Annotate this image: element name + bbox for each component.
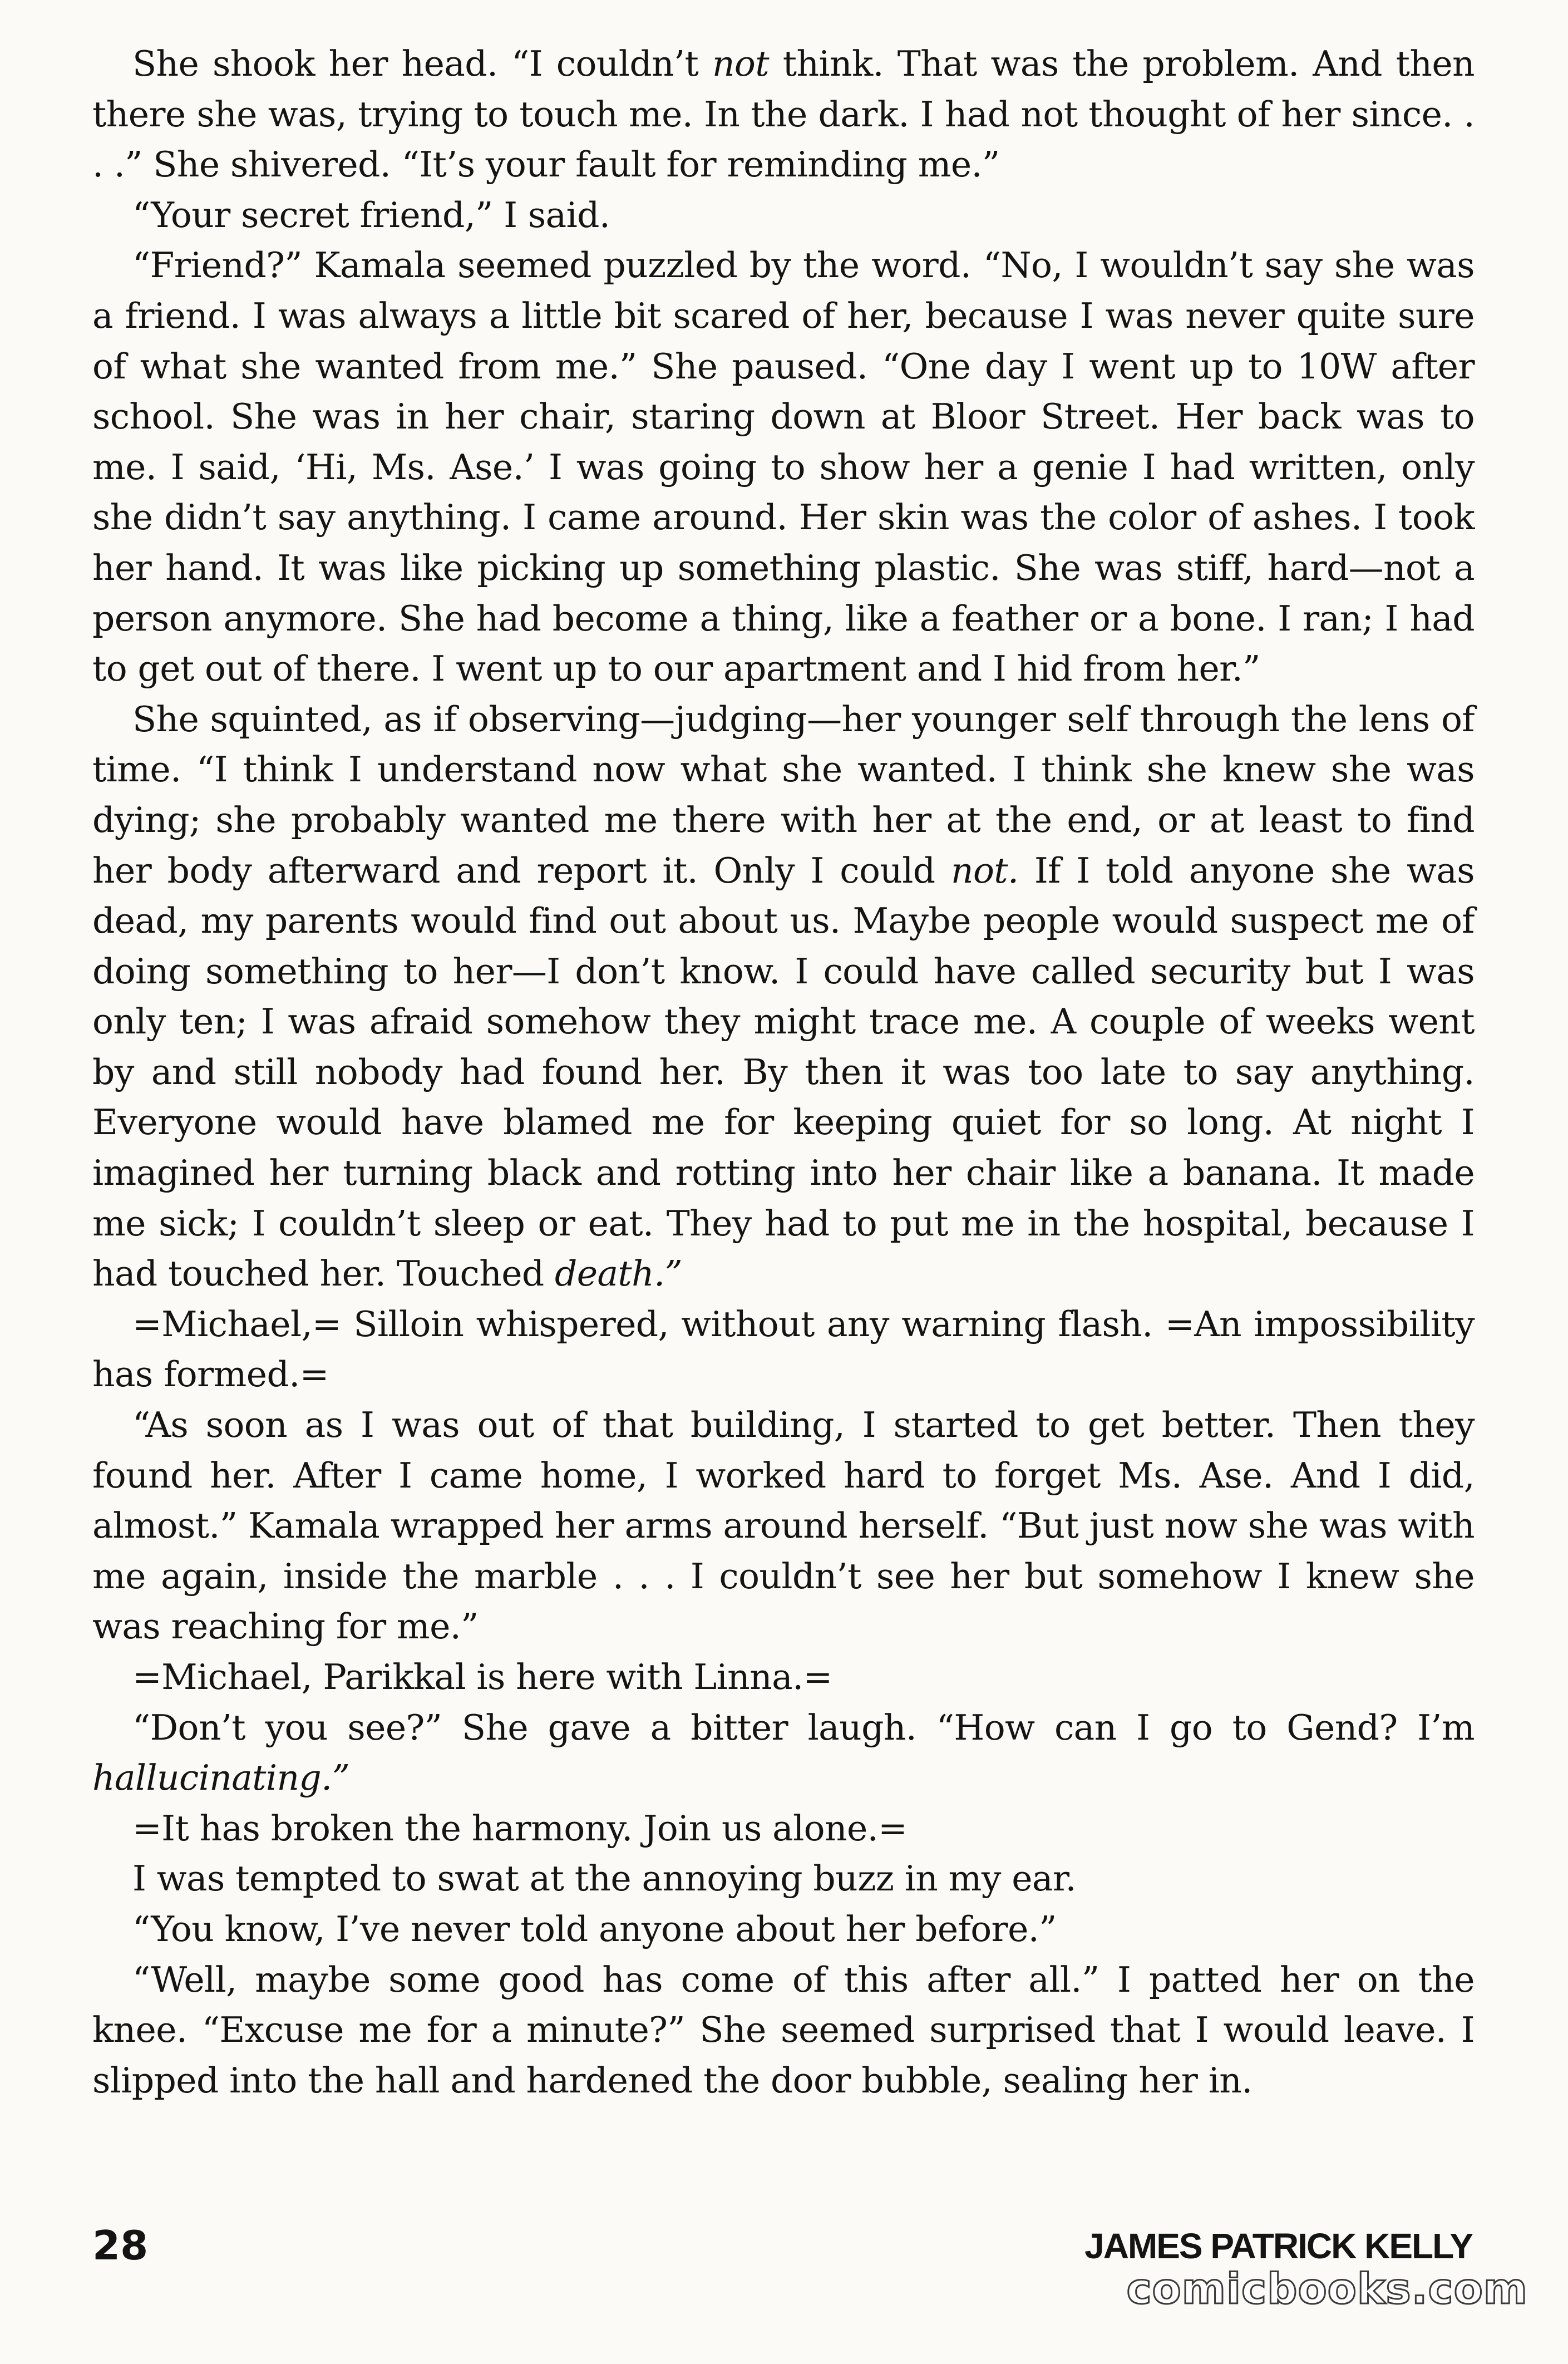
paragraph bbox=[92, 190, 1475, 241]
paragraph bbox=[92, 695, 1475, 1299]
text-run: think. That was the problem. And then there she was, trying to touch me. In the dark. I had not thought of her since. . . .” She shivered. “It’s your fault for reminding me.” bbox=[92, 43, 1475, 185]
paragraph bbox=[92, 1299, 1475, 1400]
text-run: She shook her head. “I couldn’t bbox=[132, 43, 712, 84]
italic-text: not bbox=[712, 43, 769, 84]
body-text bbox=[92, 39, 1475, 2106]
watermark: comicbooks.com bbox=[1126, 2264, 1528, 2313]
text-run: I was tempted to swat at the annoying buzz in my ear. bbox=[132, 1858, 1076, 1899]
paragraph bbox=[92, 39, 1475, 190]
paragraph bbox=[92, 1904, 1475, 1955]
text-run: =It has broken the harmony. Join us alone.= bbox=[132, 1808, 908, 1849]
paragraph bbox=[92, 1955, 1475, 2106]
text-run: If I told anyone she was dead, my parents would find out about us. Maybe people would suspect me of doing something to her—I don’t know. I could have called security but I was only ten; I was afraid somehow they might trace me. A couple of weeks went by and still nobody had found her. By then it was too late to say anything. Everyone would have blamed me for keeping quiet for so long. At night I imagined her turning black and rotting into her chair like a banana. It made me sick; I couldn’t sleep or eat. They had to put me in the hospital, because I had touched her. Touched bbox=[92, 850, 1475, 1294]
italic-text: death.” bbox=[555, 1253, 683, 1294]
page-number: 28 bbox=[92, 2222, 149, 2269]
text-run: She squinted, as if observing—judging—her younger self through the lens of time. “I think I understand now what she wanted. I think she knew she was dying; she probably wanted me there with her at the end, or at least to find her body afterward and report it. Only I could bbox=[92, 698, 1475, 891]
text-run: “Well, maybe some good has come of this after all.” I patted her on the knee. “Excuse me for a minute?” She seemed surprised that I would leave. I slipped into the hall and hardened the door bubble, sealing her in. bbox=[92, 1959, 1475, 2101]
text-run: “Your secret friend,” I said. bbox=[132, 194, 610, 235]
paragraph bbox=[92, 1400, 1475, 1652]
paragraph bbox=[92, 1652, 1475, 1703]
paragraph bbox=[92, 1854, 1475, 1904]
text-run: =Michael,= Silloin whispered, without any warning flash. =An impossibility has formed.= bbox=[92, 1303, 1475, 1395]
text-run: “You know, I’ve never told anyone about her before.” bbox=[132, 1908, 1057, 1949]
paragraph bbox=[92, 1804, 1475, 1854]
text-run: “Don’t you see?” She gave a bitter laugh. “How can I go to Gend? I’m bbox=[132, 1707, 1475, 1748]
text-run: “As soon as I was out of that building, I started to get better. Then they found her. After I came home, I worked hard to forget Ms. Ase. And I did, almost.” Kamala wrapped her arms around herself. “But just now she was with me again, inside the marble . . . I couldn’t see her but somehow I knew she was reaching for me.” bbox=[92, 1405, 1475, 1647]
text-run: =Michael, Parikkal is here with Linna.= bbox=[132, 1657, 832, 1697]
paragraph bbox=[92, 1703, 1475, 1804]
text-run: “Friend?” Kamala seemed puzzled by the word. “No, I wouldn’t say she was a friend. I was always a little bit scared of her, because I was never quite sure of what she wanted from me.” She paused. “One day I went up to 10W after school. She was in her chair, staring down at Bloor Street. Her back was to me. I said, ‘Hi, Ms. Ase.’ I was going to show her a genie I had written, only she didn’t say anything. I came around. Her skin was the color of ashes. I took her hand. It was like picking up something plastic. She was stiff, hard—not a person anymore. She had become a thing, like a feather or a bone. I ran; I had to get out of there. I went up to our apartment and I hid from her.” bbox=[92, 245, 1475, 690]
italic-text: hallucinating.” bbox=[92, 1757, 350, 1799]
paragraph bbox=[92, 240, 1475, 694]
running-author: JAMES PATRICK KELLY bbox=[1084, 2226, 1472, 2266]
italic-text: not. bbox=[950, 850, 1019, 891]
